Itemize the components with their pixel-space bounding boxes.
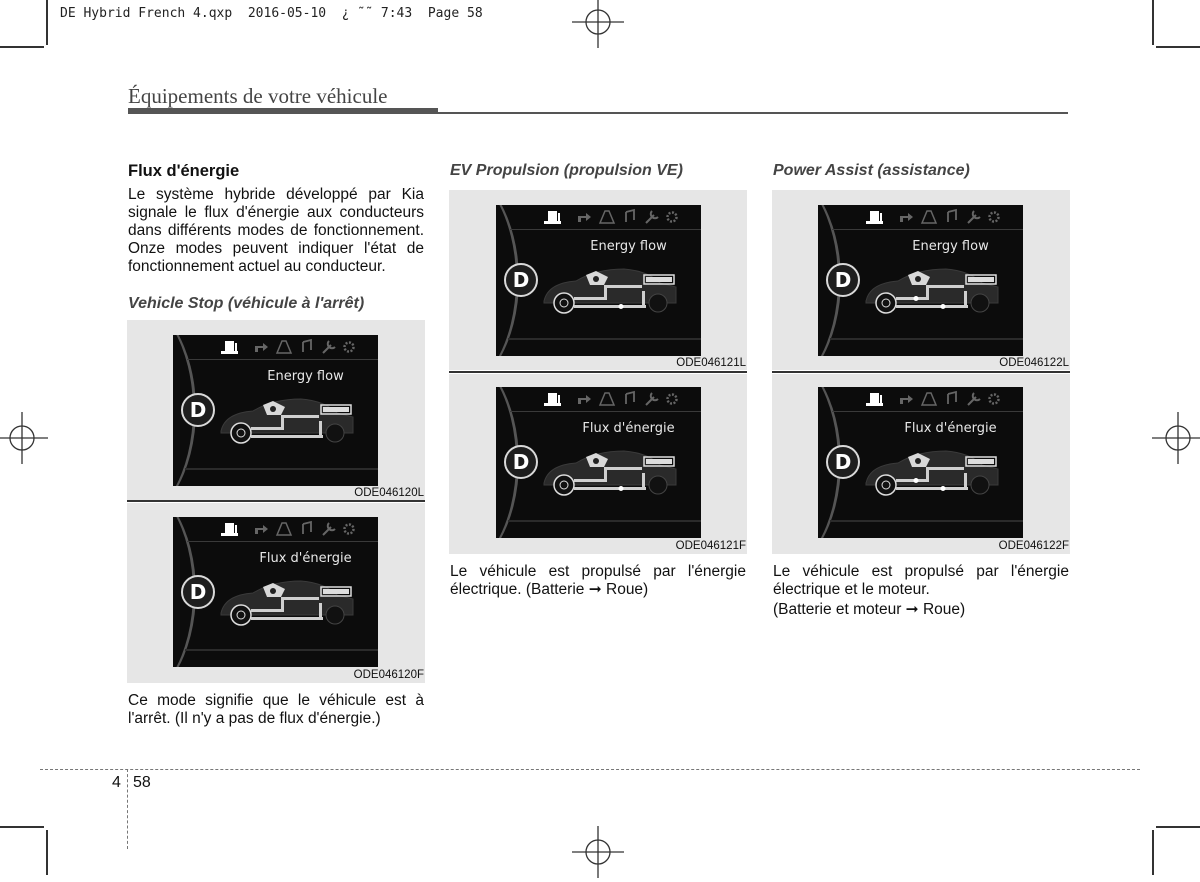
- screen-divider: [832, 411, 1023, 412]
- page-number: 58: [133, 774, 151, 791]
- gear-indicator: D: [826, 445, 860, 479]
- figure-code: ODE046121L: [676, 357, 746, 369]
- road-icon: [600, 393, 614, 405]
- turn-arrow-icon: [900, 213, 913, 222]
- wrench-icon: [323, 523, 335, 535]
- music-note-icon: [626, 210, 634, 222]
- fuel-pump-icon: [866, 393, 883, 406]
- screen-title: Energy flow: [912, 239, 989, 254]
- header-rule: [438, 112, 1068, 114]
- music-note-icon: [948, 392, 956, 404]
- menu-icons: [219, 337, 369, 357]
- screen-title: Energy flow: [590, 239, 667, 254]
- menu-icons: [219, 519, 369, 539]
- wrench-icon: [646, 211, 658, 223]
- screen-divider: [510, 229, 701, 230]
- wheel-icon: [554, 475, 574, 495]
- mode-subheading: Vehicle Stop (véhicule à l'arrêt): [128, 295, 365, 312]
- registration-mark-icon: [1148, 408, 1200, 468]
- figure-code: ODE046122L: [999, 357, 1069, 369]
- mode-subheading: Power Assist (assistance): [773, 162, 970, 179]
- figure-panel: [449, 374, 747, 554]
- section-heading: Flux d'énergie: [128, 162, 240, 180]
- turn-arrow-icon: [255, 343, 268, 352]
- figure-panel: [772, 374, 1070, 554]
- screen-bottom-line: [185, 649, 378, 651]
- crop-mark: [1152, 830, 1154, 875]
- fuel-pump-icon: [866, 211, 883, 224]
- car-energy-diagram: [536, 261, 686, 321]
- wrench-icon: [646, 393, 658, 405]
- wrench-icon: [968, 211, 980, 223]
- flow-dot-icon: [619, 304, 624, 309]
- print-header: DE Hybrid French 4.qxp 2016-05-10 ¿ ˜˜ 7:43 Page 58: [60, 6, 483, 21]
- crop-mark: [46, 0, 48, 45]
- gear-indicator: D: [504, 263, 538, 297]
- car-energy-diagram: [858, 261, 1008, 321]
- gear-icon: [668, 395, 677, 404]
- screen-divider: [832, 229, 1023, 230]
- music-note-icon: [303, 522, 311, 534]
- registration-mark-icon: [568, 822, 628, 882]
- figure-panel: [127, 503, 425, 683]
- crop-mark: [46, 830, 48, 875]
- energy-flow-screen: [818, 387, 1023, 538]
- screen-title: Energy flow: [267, 369, 344, 384]
- screen-bottom-line: [508, 520, 701, 522]
- gear-indicator: D: [504, 445, 538, 479]
- flow-dot-icon: [619, 486, 624, 491]
- crop-mark: [1156, 46, 1200, 48]
- screen-bottom-line: [830, 338, 1023, 340]
- figure-panel: [127, 320, 425, 500]
- footer-rule: [40, 769, 1140, 770]
- road-icon: [922, 393, 936, 405]
- menu-icons: [864, 207, 1014, 227]
- wheel-icon: [231, 423, 251, 443]
- energy-flow-screen: [496, 387, 701, 538]
- crop-mark: [0, 826, 44, 828]
- figure-code: ODE046122F: [998, 540, 1069, 552]
- figure-divider: [449, 371, 747, 373]
- wheel-icon: [554, 293, 574, 313]
- menu-icons: [542, 207, 692, 227]
- car-energy-diagram: [858, 443, 1008, 503]
- road-icon: [277, 523, 291, 535]
- energy-flow-screen: [818, 205, 1023, 356]
- screen-bottom-line: [830, 520, 1023, 522]
- gear-icon: [345, 525, 354, 534]
- energy-flow-screen: [496, 205, 701, 356]
- crop-mark: [1152, 0, 1154, 45]
- road-icon: [600, 211, 614, 223]
- wrench-icon: [968, 393, 980, 405]
- gear-icon: [990, 395, 999, 404]
- fuel-pump-icon: [544, 393, 561, 406]
- figure-panel: [449, 190, 747, 370]
- screen-title: Flux d'énergie: [582, 421, 675, 436]
- wheel-icon: [231, 605, 251, 625]
- mode-description: Le véhicule est propulsé par l'énergie électrique et le moteur.: [773, 563, 1069, 598]
- turn-arrow-icon: [578, 395, 591, 404]
- flow-dot-icon: [914, 478, 919, 483]
- gear-icon: [990, 213, 999, 222]
- gear-indicator: D: [181, 393, 215, 427]
- header-rule: [128, 108, 438, 114]
- menu-icons: [542, 389, 692, 409]
- road-icon: [922, 211, 936, 223]
- music-note-icon: [626, 392, 634, 404]
- gear-icon: [345, 343, 354, 352]
- mode-description: Ce mode signifie que le véhicule est à l'arrêt. (Il n'y a pas de flux d'énergie.): [128, 692, 424, 727]
- screen-divider: [187, 541, 378, 542]
- figure-code: ODE046120L: [354, 487, 424, 499]
- fuel-pump-icon: [221, 341, 238, 354]
- wrench-icon: [323, 341, 335, 353]
- chapter-number: 4: [112, 774, 121, 791]
- screen-title: Flux d'énergie: [904, 421, 997, 436]
- turn-arrow-icon: [255, 525, 268, 534]
- car-energy-diagram: [213, 391, 363, 451]
- turn-arrow-icon: [900, 395, 913, 404]
- car-energy-diagram: [536, 443, 686, 503]
- registration-mark-icon: [0, 408, 52, 468]
- mode-description-flow: (Batterie et moteur ➞ Roue): [773, 601, 966, 618]
- screen-title: Flux d'énergie: [259, 551, 352, 566]
- flow-dot-icon: [941, 486, 946, 491]
- screen-bottom-line: [508, 338, 701, 340]
- screen-divider: [510, 411, 701, 412]
- intro-paragraph: Le système hybride développé par Kia signale le flux d'énergie aux conducteurs dans différents modes de fonctionnement. Onze modes peuvent indiquer l'état de fonctionnement actuel au conducteur.: [128, 186, 424, 275]
- flow-dot-icon: [914, 296, 919, 301]
- screen-bottom-line: [185, 468, 378, 470]
- crop-mark: [1156, 826, 1200, 828]
- gear-indicator: D: [181, 575, 215, 609]
- figure-code: ODE046120F: [353, 669, 424, 681]
- road-icon: [277, 341, 291, 353]
- footer-rule: [127, 769, 128, 849]
- crop-mark: [0, 46, 44, 48]
- registration-mark-icon: [568, 0, 628, 52]
- turn-arrow-icon: [578, 213, 591, 222]
- music-note-icon: [948, 210, 956, 222]
- flow-dot-icon: [941, 304, 946, 309]
- screen-divider: [187, 359, 378, 360]
- energy-flow-screen: [173, 517, 378, 667]
- wheel-icon: [876, 293, 896, 313]
- mode-description: Le véhicule est propulsé par l'énergie électrique. (Batterie ➞ Roue): [450, 563, 746, 598]
- figure-panel: [772, 190, 1070, 370]
- gear-icon: [668, 213, 677, 222]
- menu-icons: [864, 389, 1014, 409]
- fuel-pump-icon: [221, 523, 238, 536]
- mode-subheading: EV Propulsion (propulsion VE): [450, 162, 683, 179]
- wheel-icon: [876, 475, 896, 495]
- music-note-icon: [303, 340, 311, 352]
- fuel-pump-icon: [544, 211, 561, 224]
- car-energy-diagram: [213, 573, 363, 633]
- chapter-title: Équipements de votre véhicule: [128, 84, 388, 108]
- figure-code: ODE046121F: [675, 540, 746, 552]
- energy-flow-screen: [173, 335, 378, 486]
- gear-indicator: D: [826, 263, 860, 297]
- figure-divider: [127, 500, 425, 502]
- figure-divider: [772, 371, 1070, 373]
